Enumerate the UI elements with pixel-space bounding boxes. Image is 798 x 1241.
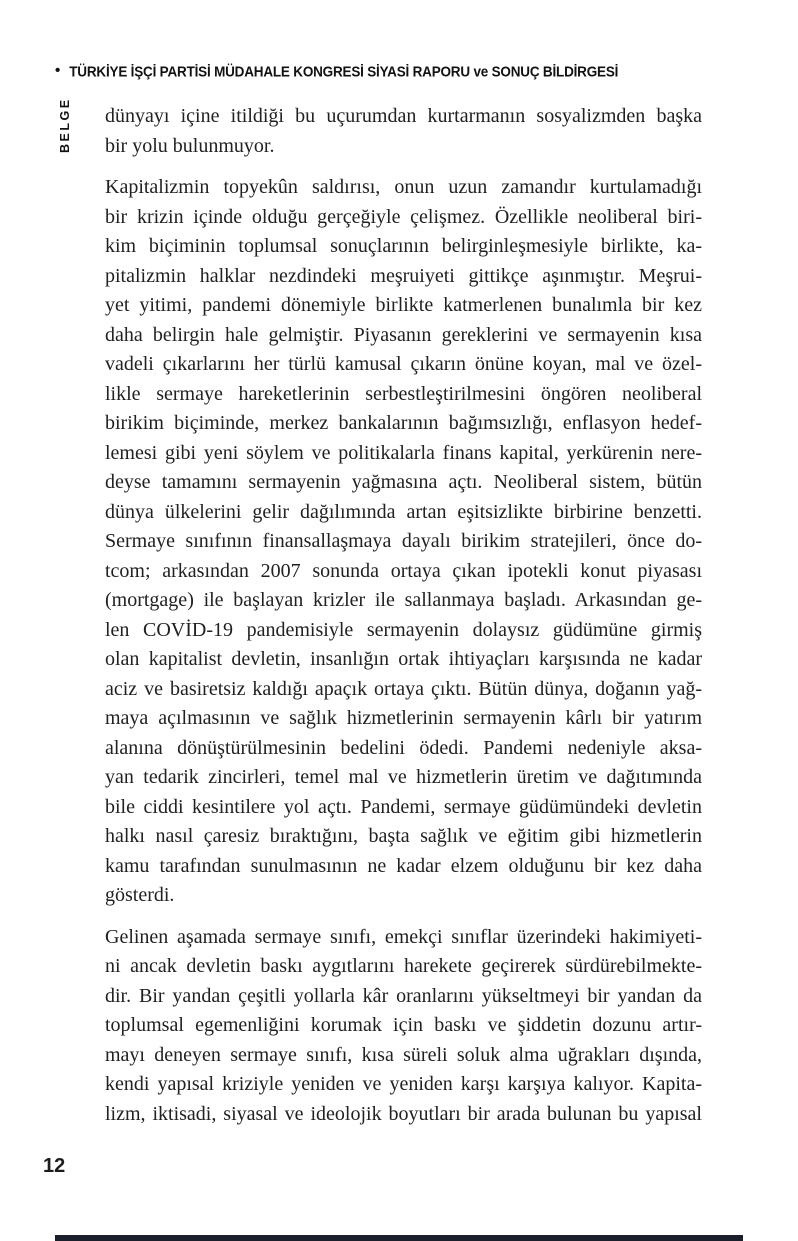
text-line: bile ciddi kesintilere yol açtı. Pandemi, sermaye güdümündeki devletin	[105, 795, 702, 818]
text-line: kamu tarafından sunulmasının ne kadar elzem olduğunu bir kez daha	[105, 854, 702, 877]
text-line: yet yitimi, pandemi dönemiyle birlikte katmerlenen bunalımla bir kez	[105, 294, 702, 316]
bullet-icon: •	[55, 62, 61, 79]
text-line: deyse tamamını sermayenin yağmasına açtı. Neoliberal sistem, bütün	[105, 471, 702, 493]
text-line: likle sermaye hareketlerinin serbestleştirilmesini öngören neoliberal	[105, 382, 702, 405]
text-line: halkı nasıl çaresiz bıraktığını, başta sağlık ve eğitim gibi hizmetlerin	[105, 825, 702, 847]
text-line: aciz ve basiretsiz kaldığı apaçık ortaya çıktı. Bütün dünya, doğanın yağ-	[105, 677, 702, 700]
text-line: kim biçiminin toplumsal sonuçlarının belirginleşmesiyle birlikte, ka-	[105, 235, 702, 257]
text-line: (mortgage) ile başlayan krizler ile sallanmaya başladı. Arkasından ge-	[105, 589, 702, 611]
text-line: vadeli çıkarlarını her türlü kamusal çıkarın önüne koyan, mal ve özel-	[105, 353, 702, 375]
page-number: 12	[43, 1155, 66, 1177]
sidebar-label-belge: BELGE	[58, 97, 72, 153]
text-line: gösterdi.	[105, 884, 175, 906]
text-line: Gelinen aşamada sermaye sınıfı, emekçi sınıflar üzerindeki hakimiyeti-	[105, 925, 702, 948]
text-line: toplumsal egemenliğini korumak için baskı ve şiddetin dozunu artır-	[105, 1014, 702, 1036]
text-line: tcom; arkasından 2007 sonunda ortaya çıkan ipotekli konut piyasası	[105, 559, 702, 582]
text-line: kendi yapısal kriziyle yeniden ve yeniden karşı karşıya kalıyor. Kapita-	[105, 1073, 702, 1095]
text-line: pitalizmin halklar nezdindeki meşruiyeti gittikçe aşınmıştır. Meşrui-	[105, 264, 702, 287]
text-line: olan kapitalist devletin, insanlığın ortak ihtiyaçları karşısında ne kadar	[105, 648, 702, 670]
paragraph	[105, 173, 702, 911]
text-line: lemesi gibi yeni söylem ve politikalarla finans kapital, yerkürenin nere-	[105, 441, 702, 464]
text-line: daha belirgin hale gelmiştir. Piyasanın gereklerini ve sermayenin kısa	[105, 323, 702, 346]
text-line: bir krizin içinde olduğu gerçeğiyle çelişmez. Özellikle neoliberal biri-	[105, 205, 702, 228]
text-line: len COVİD-19 pandemisiyle sermayenin dolaysız güdümüne girmiş	[105, 618, 702, 641]
body-text	[105, 102, 702, 1141]
text-line: birikim biçiminde, merkez bankalarının bağımsızlığı, enflasyon hedef-	[105, 412, 702, 434]
paragraph	[105, 923, 702, 1130]
text-line: maya açılmasının ve sağlık hizmetlerinin sermayenin kârlı bir yatırım	[105, 707, 702, 729]
paragraph	[105, 102, 702, 161]
text-line: bir yolu bulunmuyor.	[105, 134, 275, 157]
text-line: dünyayı içine itildiği bu uçurumdan kurtarmanın sosyalizmden başka	[105, 105, 702, 127]
text-line: dir. Bir yandan çeşitli yollarla kâr oranlarını yükseltmeyi bir yandan da	[105, 984, 702, 1007]
text-line: alanına dönüştürülmesinin bedelini ödedi. Pandemi nedeniyle aksa-	[105, 736, 702, 759]
footer-accent-bar	[55, 1235, 743, 1241]
text-line: Sermaye sınıfının finansallaşmaya dayalı birikim stratejileri, önce do-	[105, 530, 702, 552]
running-header-title: TÜRKİYE İŞÇİ PARTİSİ MÜDAHALE KONGRESİ SİYASİ RAPORU ve SONUÇ BİLDİRGESİ	[69, 63, 619, 80]
text-line: yan tedarik zincirleri, temel mal ve hizmetlerin üretim ve dağıtımında	[105, 766, 702, 788]
page-header	[55, 62, 755, 80]
text-line: ni ancak devletin baskı aygıtlarını harekete geçirerek sürdürebilmekte-	[105, 955, 702, 977]
text-line: mayı deneyen sermaye sınıfı, kısa süreli soluk alma uğrakları dışında,	[105, 1043, 702, 1066]
text-line: Kapitalizmin topyekûn saldırısı, onun uzun zamandır kurtulamadığı	[105, 176, 702, 198]
text-line: lizm, iktisadi, siyasal ve ideolojik boyutları bir arada bulunan bu yapısal	[105, 1102, 702, 1125]
text-line: dünya ülkelerini gelir dağılımında artan eşitsizlikte birbirine benzetti.	[105, 500, 702, 523]
